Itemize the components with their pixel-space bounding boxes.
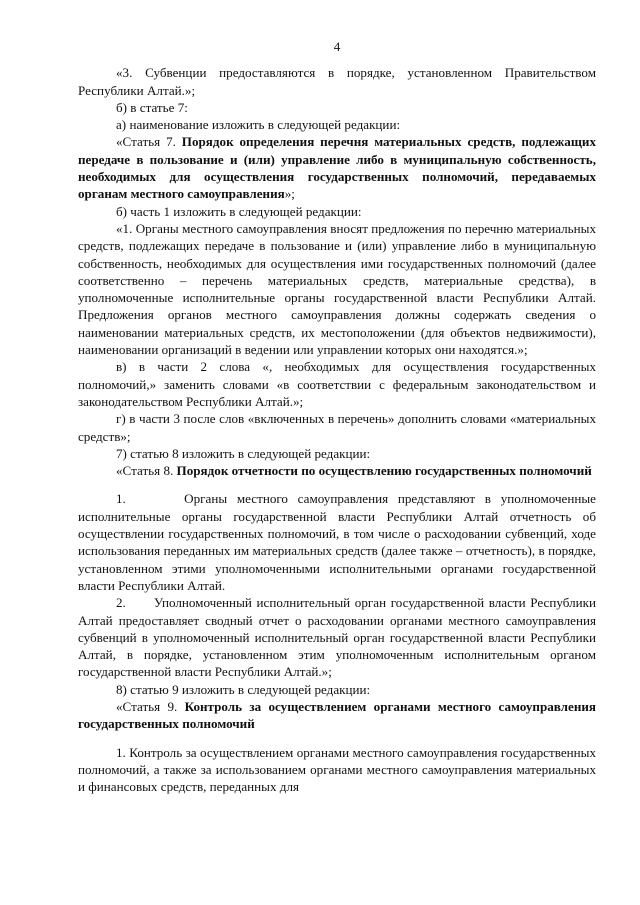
article8-heading: Порядок отчетности по осуществлению государственных полномочий — [176, 463, 592, 479]
paragraph-article8-intro: 7) статью 8 изложить в следующей редакции: — [116, 445, 371, 461]
paragraph-article7-intro: б) в статье 7: — [116, 99, 188, 115]
article9-prefix: «Статья 9. — [116, 698, 185, 714]
article7-prefix: «Статья 7. — [116, 134, 182, 150]
paragraph-subventions: «3. Субвенции предоставляются в порядке, установленном Правительством Республики Алтай.»; — [78, 65, 596, 98]
paragraph-part1-edit: б) часть 1 изложить в следующей редакции: — [116, 203, 362, 219]
article9-heading: Контроль за осуществлением органами местного самоуправления государственных полномочий — [78, 698, 596, 732]
paragraph-part2-edit: в) в части 2 слова «, необходимых для осуществления государственных полномочий,» заменить словами «в соответствии с федеральным законодательством и законодательством Республики Алтай.»; — [78, 359, 596, 409]
paragraph-name-edit: а) наименование изложить в следующей редакции: — [116, 117, 401, 133]
paragraph-part3-edit: г) в части 3 после слов «включенных в перечень» дополнить словами «материальных средств»; — [78, 411, 596, 444]
article8-prefix: «Статья 8. — [116, 463, 177, 479]
paragraph-article7-title — [78, 133, 596, 202]
paragraph-article9-item1: 1. Контроль за осуществлением органами местного самоуправления государственных полномочий, а также за использованием органами местного самоуправления материальных и финансовых средств, переданных для — [78, 744, 596, 795]
page-number: 4 — [333, 39, 341, 54]
paragraph-article9-title — [78, 698, 596, 733]
paragraph-article8-item1: 1. Органы местного самоуправления представляют в уполномоченные исполнительные органы государственной власти Республики Алтай отчетность об осуществлении государственных полномочий, в том числе о расходовании субвенций, ходе использования переданных им материальных средств (далее также – отчетность), в порядке, установленном этими уполномоченными исполнительными органами государственной власти Республики Алтай. — [78, 491, 596, 593]
paragraph-article8-title — [78, 462, 596, 479]
article7-heading: Порядок определения перечня материальных средств, подлежащих передаче в пользование и (или) управление либо в муниципальную собственность, необходимых для осуществления государственных полномочий, передаваемых органам местного самоуправления — [78, 134, 596, 202]
paragraph-article9-intro: 8) статью 9 изложить в следующей редакции: — [116, 681, 371, 697]
article7-suffix: »; — [284, 186, 295, 202]
paragraph-article8-item2: 2. Уполномоченный исполнительный орган государственной власти Республики Алтай предоставляет сводный отчет о расходовании органами местного самоуправления субвенций в уполномоченный исполнительный орган государственной власти Республики Алтай, в порядке, установленном этим уполномоченным исполнительным органом государственной власти Республики Алтай.»; — [78, 595, 596, 680]
paragraph-part1-text: «1. Органы местного самоуправления вносят предложения по перечню материальных средств, подлежащих передаче в пользование и (или) управление либо в муниципальную собственность, необходимых для осуществления ими государственных полномочий (далее соответственно – перечень материальных средств, материальные средства), в уполномоченные исполнительные органы государственной власти Республики Алтай. Предложения органов местного самоуправления должны содержать сведения о наименовании материальных средств, их местоположении (для объектов недвижимости), наименовании организаций в ведении или управлении которых они находятся.»; — [78, 220, 596, 358]
